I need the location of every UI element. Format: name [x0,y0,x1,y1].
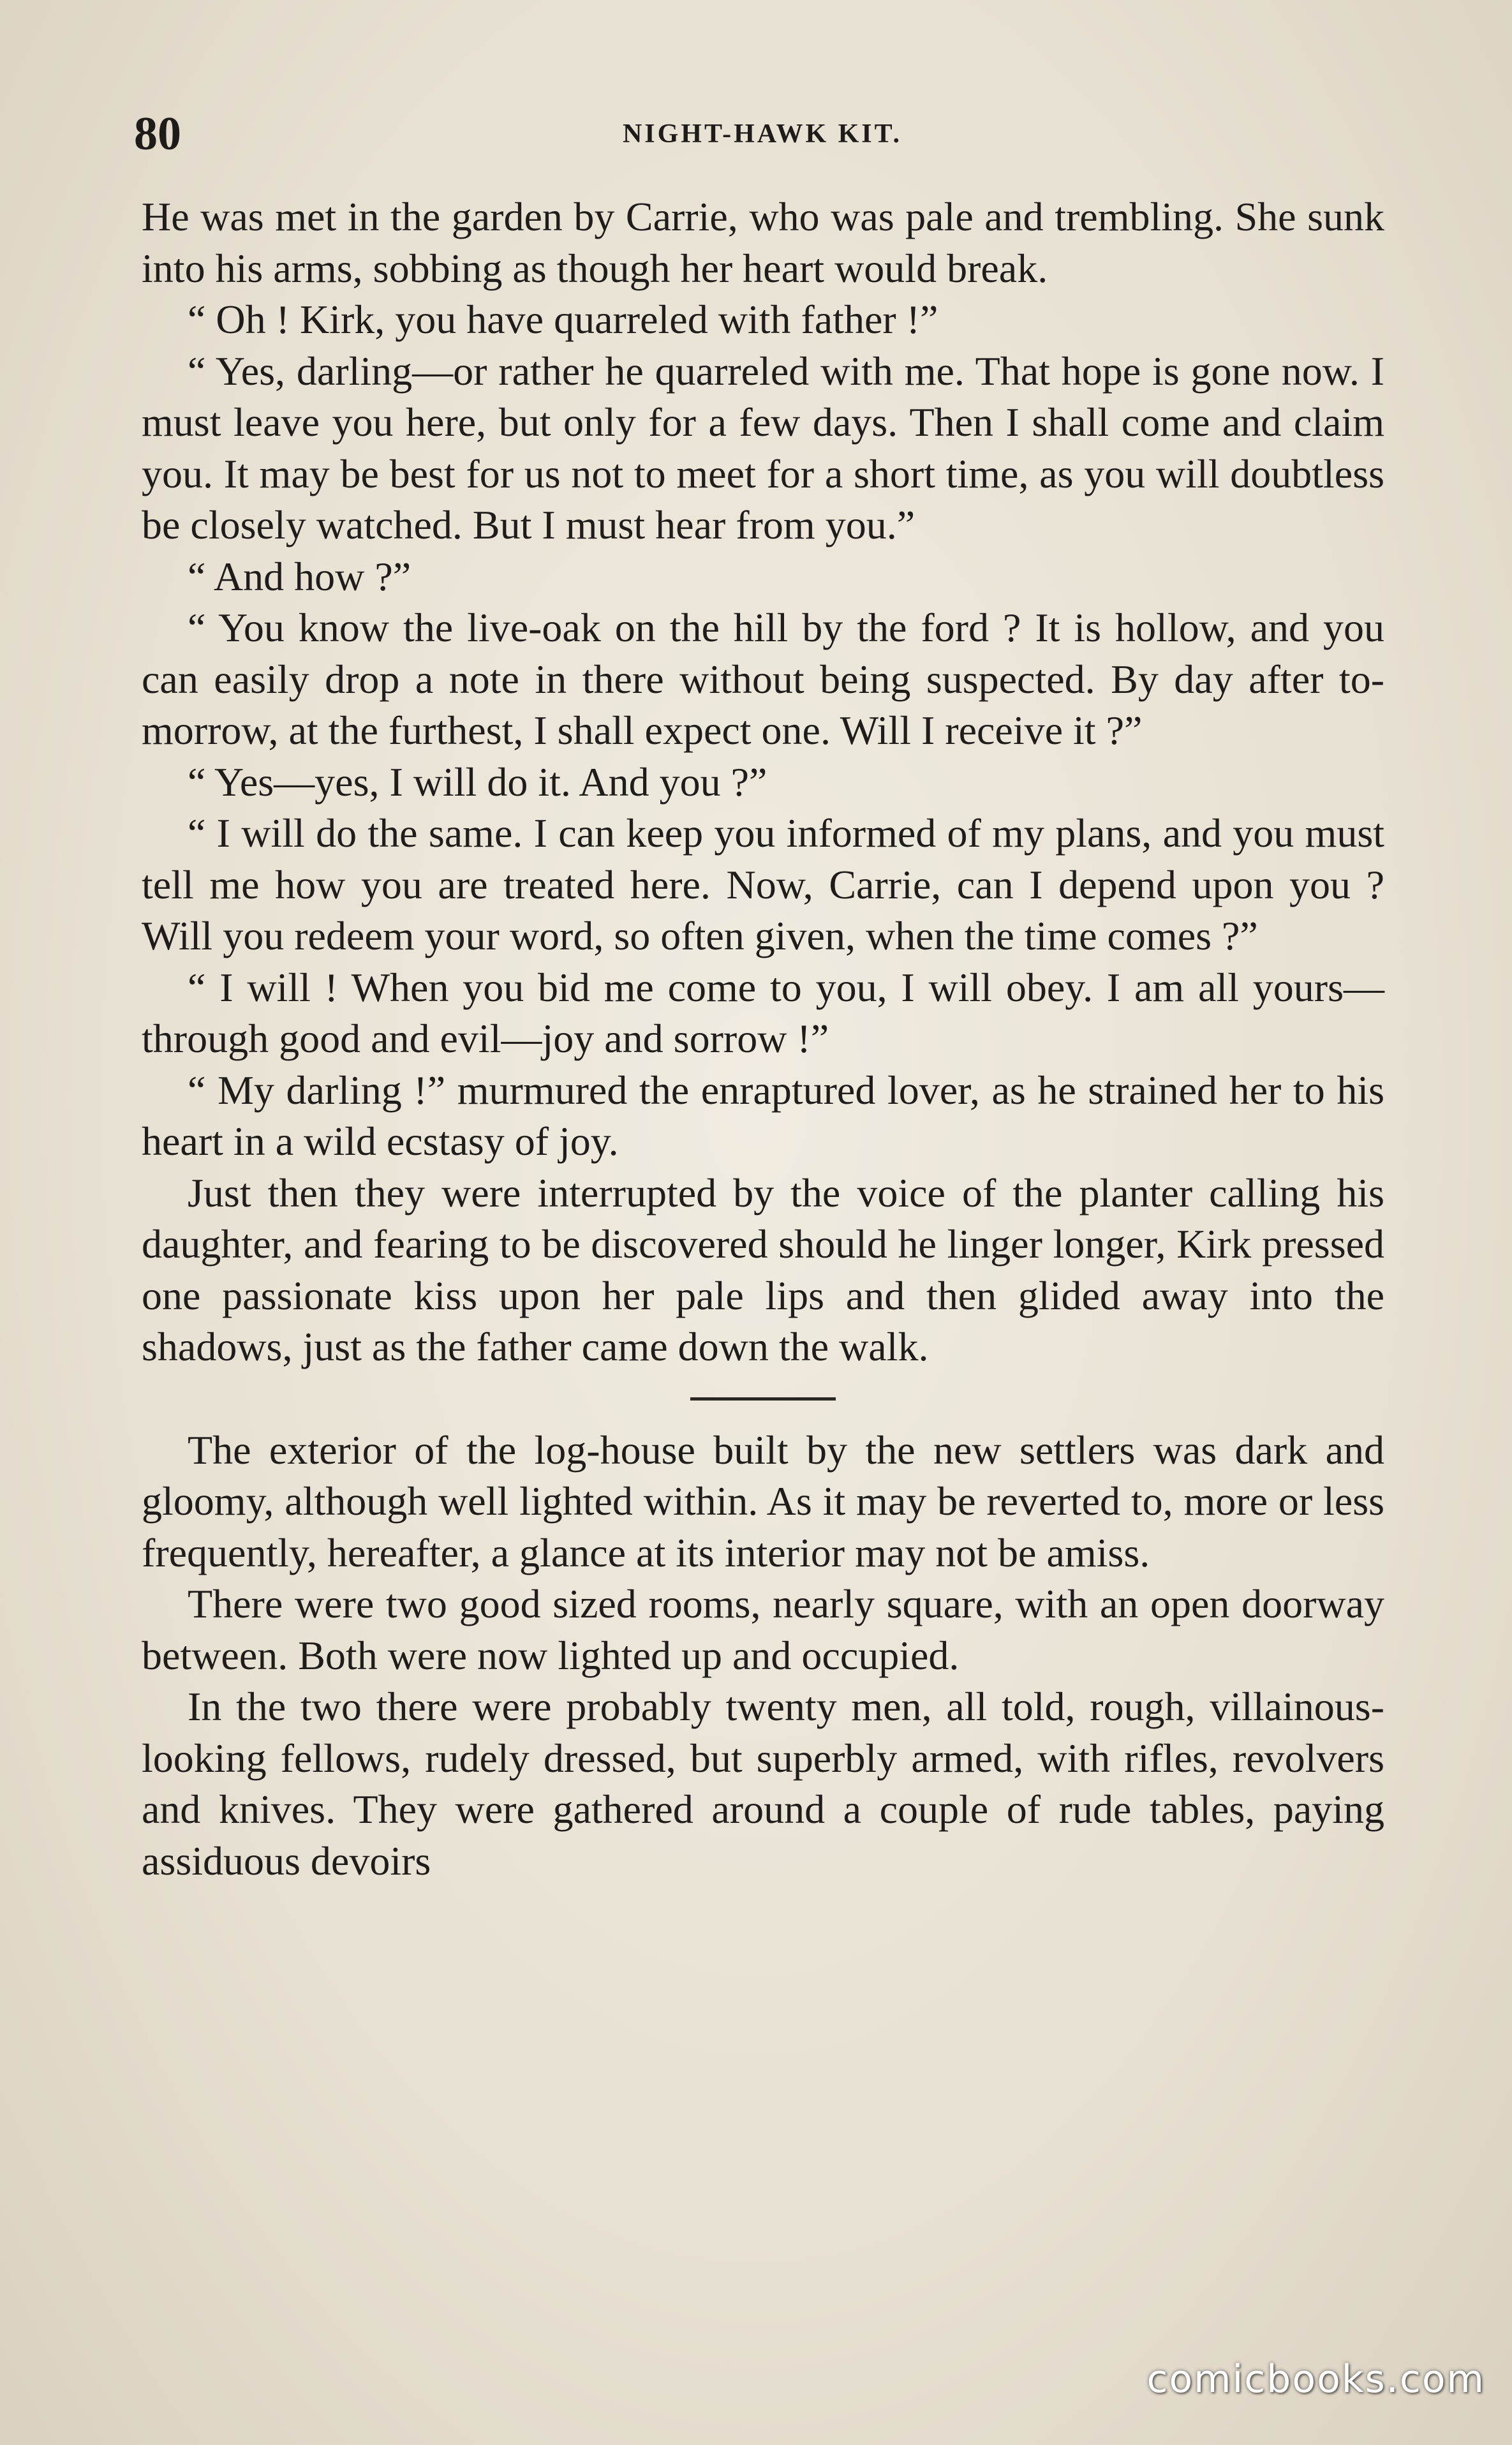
paragraph: “ I will do the same. I can keep you informed of my plans, and you must tell me how you are treated here. Now, Carrie, can I depend upon you ? Will you redeem your word, so often given, when the time comes ?” [142,810,1384,958]
paragraph: “ Oh ! Kirk, you have quarreled with father !” [188,297,938,342]
paragraph: In the two there were probably twenty men, all told, rough, villainous-looking fellows, rudely dressed, but superbly armed, with rifles, revolvers and knives. They were gathered around a couple of rude tables, paying assiduous devoirs [142,1684,1384,1884]
site-watermark: comicbooks.com [1146,2357,1485,2402]
page-body [142,191,1384,1887]
paragraph: “ You know the live-oak on the hill by the ford ? It is hollow, and you can easily drop a note in there without being suspected. By day after to-morrow, at the furthest, I shall expect one. Will I receive it ?” [142,605,1384,753]
paragraph: The exterior of the log-house built by the new settlers was dark and gloomy, although well lighted within. As it may be reverted to, more or less frequently, hereafter, a glance at its interior may not be amiss. [142,1427,1384,1575]
page-number: 80 [134,108,181,160]
paragraph: “ Yes, darling—or rather he quarreled with me. That hope is gone now. I must leave you here, but only for a few days. Then I shall come and claim you. It may be best for us not to meet for a short time, as you will doubtless be closely watched. But I must hear from you.” [142,348,1384,547]
paragraph: He was met in the garden by Carrie, who was pale and trembling. She sunk into his arms, sobbing as though her heart would break. [142,194,1384,291]
paragraph: “ And how ?” [188,553,411,599]
page-header [134,102,1391,166]
running-title: NIGHT-HAWK KIT. [622,119,903,149]
section-divider [690,1397,836,1401]
paragraph: “ My darling !” murmured the enraptured lover, as he strained her to his heart in a wild ecstasy of joy. [142,1067,1384,1164]
paragraph: There were two good sized rooms, nearly square, with an open doorway between. Both were now lighted up and occupied. [142,1581,1384,1678]
paragraph: “ Yes—yes, I will do it. And you ?” [188,759,767,805]
paragraph: Just then they were interrupted by the voice of the planter calling his daughter, and fearing to be discovered should he linger longer, Kirk pressed one passionate kiss upon her pale lips and then glided away into the shadows, just as the father came down the walk. [142,1170,1384,1369]
paragraph: “ I will ! When you bid me come to you, I will obey. I am all yours—through good and evil—joy and sorrow !” [142,964,1384,1061]
